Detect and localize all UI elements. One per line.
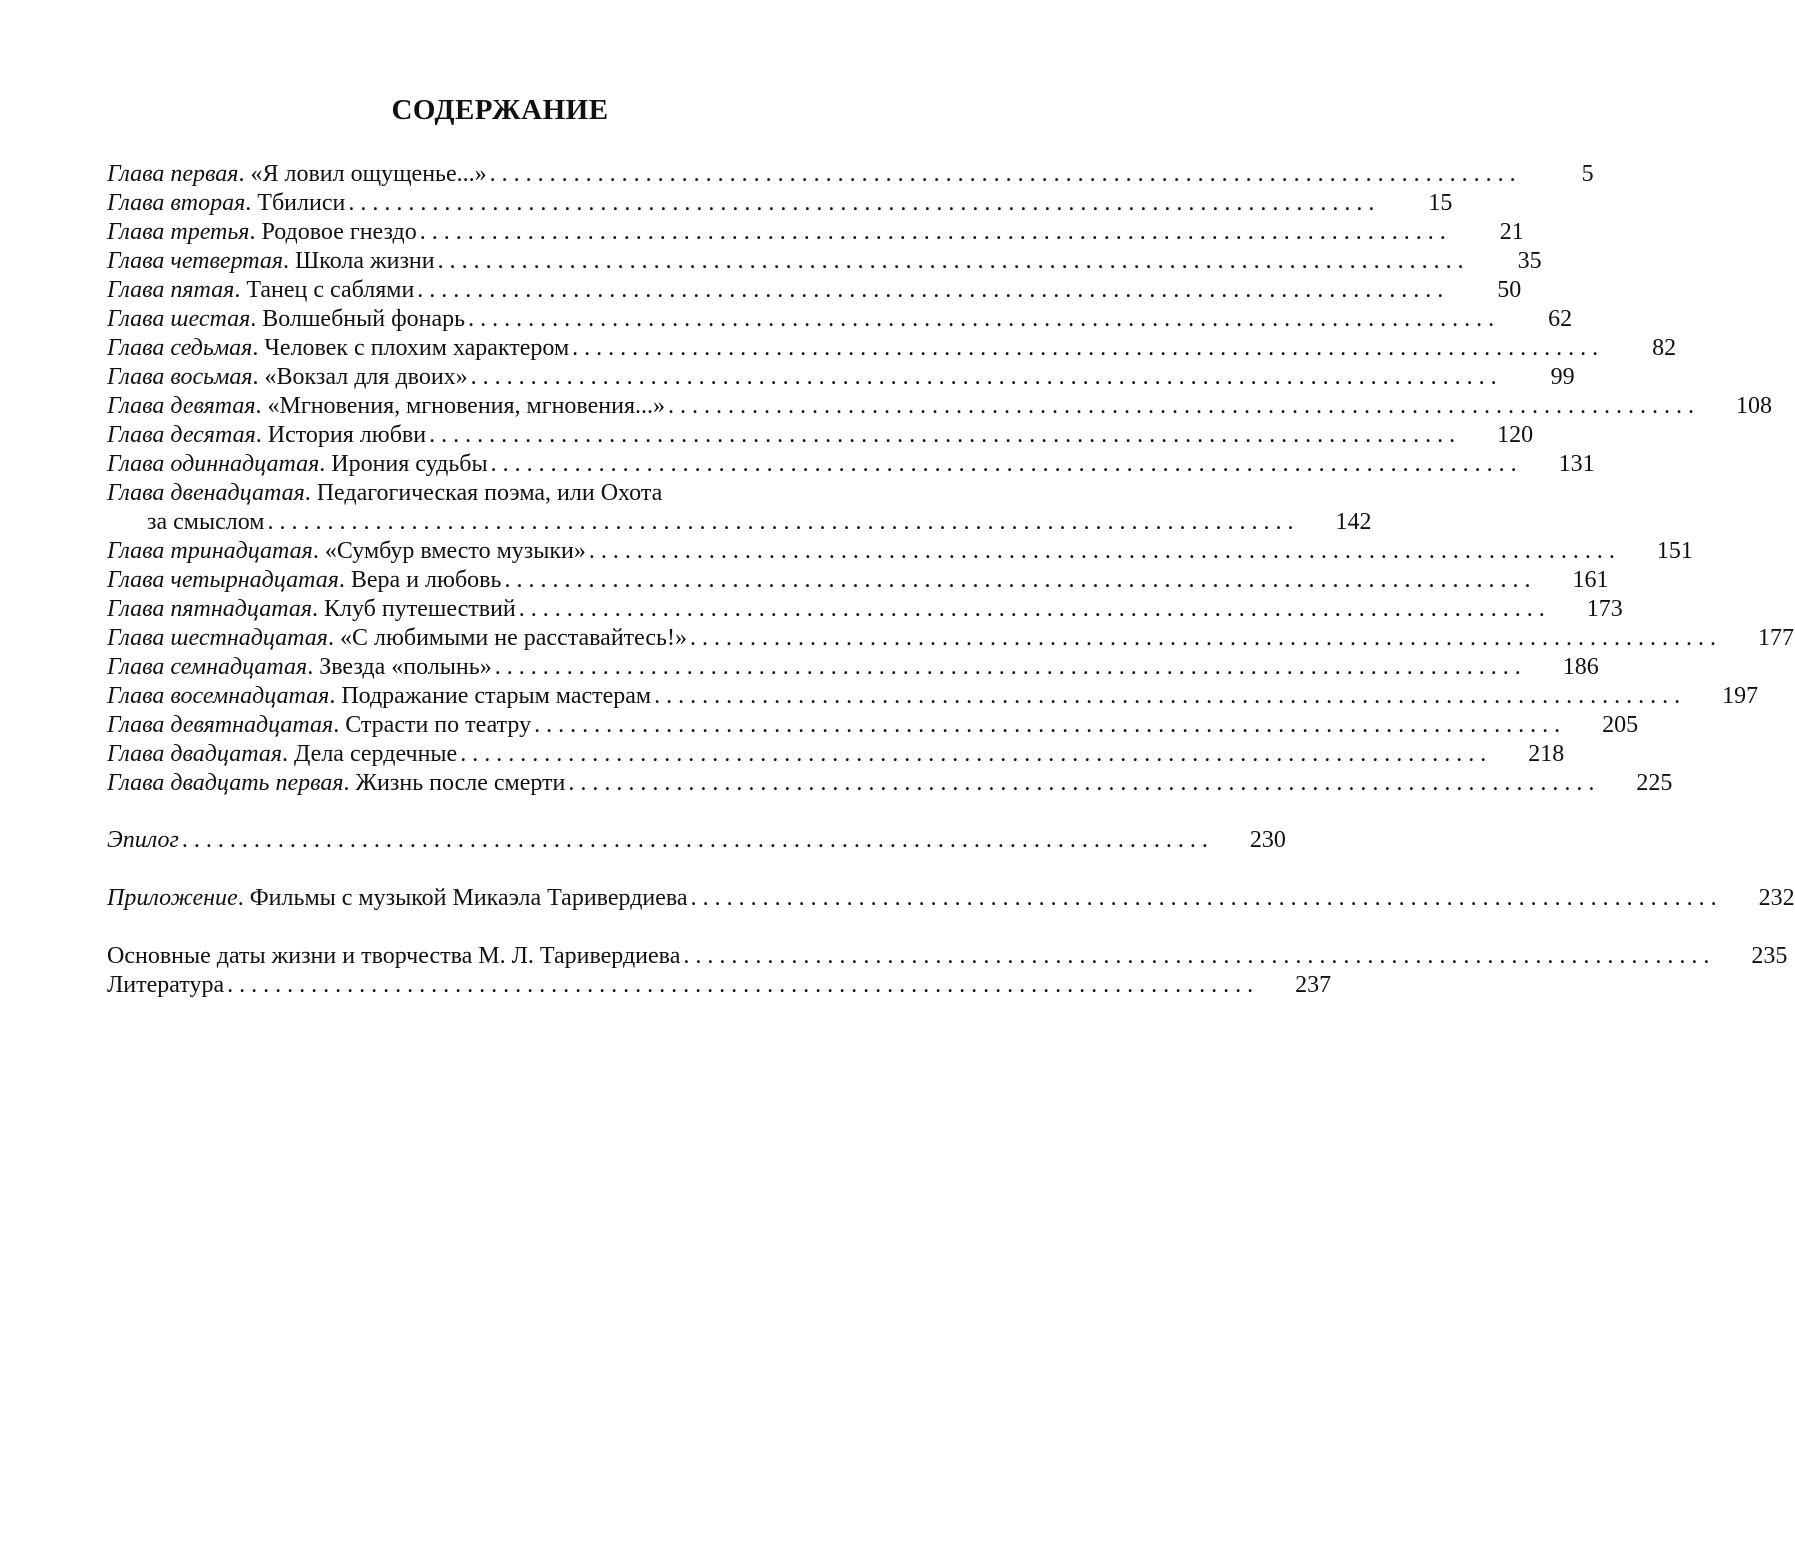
- appendix-label: Приложение: [107, 885, 238, 911]
- toc-entry[interactable]: Глава восьмая. «Вокзал для двоих» . . . 99: [107, 363, 878, 392]
- page-number: 15: [1428, 190, 1453, 216]
- chapter-label: Глава шестнадцатая: [107, 625, 328, 651]
- toc-entry[interactable]: Глава девятая. «Мгновения, мгновения, мгновения...» . . . 108: [107, 392, 878, 421]
- page-number: 82: [1652, 335, 1677, 361]
- dot-leader: [227, 971, 1253, 1000]
- toc-entry[interactable]: Глава семнадцатая. Звезда «полынь» . . . 186: [107, 653, 878, 682]
- chapter-title-line1: Педагогическая поэма, или Охота: [316, 480, 663, 506]
- page-number: 232: [1758, 885, 1795, 911]
- dot-leader: [438, 247, 1464, 276]
- toc-entry[interactable]: Глава десятая. История любви . . . 120: [107, 421, 878, 450]
- chapter-label: Глава одиннадцатая: [107, 451, 320, 477]
- chapter-label: Глава двадцать первая: [107, 770, 344, 796]
- dot-leader: [471, 363, 1497, 392]
- dot-leader: [683, 942, 1709, 971]
- toc-entry[interactable]: Глава двадцать первая. Жизнь после смерти . . . 225: [107, 769, 878, 798]
- page-number: 197: [1722, 683, 1759, 709]
- page-number: 218: [1528, 741, 1565, 767]
- toc-entry[interactable]: Глава девятнадцатая. Страсти по театру . . . 205: [107, 711, 878, 740]
- dot-leader: [490, 160, 1516, 189]
- chapter-title: Ирония судьбы: [331, 451, 488, 477]
- chapter-label: Глава шестая: [107, 306, 251, 332]
- toc-entry[interactable]: Глава четвертая. Школа жизни . . . 35: [107, 247, 878, 276]
- page-number: 108: [1736, 393, 1773, 419]
- page-number: 131: [1558, 451, 1595, 477]
- chapter-label: Глава двенадцатая: [107, 480, 305, 506]
- toc-entry[interactable]: Глава восемнадцатая. Подражание старым мастерам . . . 197: [107, 682, 878, 711]
- page-number: 235: [1751, 943, 1788, 969]
- chapter-title: Жизнь после смерти: [355, 770, 566, 796]
- chapter-label: Глава девятнадцатая: [107, 712, 334, 738]
- dot-leader: [348, 189, 1374, 218]
- chapter-title: Вера и любовь: [350, 567, 502, 593]
- toc-entry[interactable]: Глава двадцатая. Дела сердечные . . . 218: [107, 740, 878, 769]
- page-number: 120: [1497, 422, 1534, 448]
- dot-leader: [267, 508, 1293, 537]
- page-number: 161: [1572, 567, 1609, 593]
- page-number: 5: [1581, 161, 1594, 187]
- dates-title: Основные даты жизни и творчества М. Л. Таривердиева: [107, 943, 681, 969]
- page-title: СОДЕРЖАНИЕ: [391, 94, 609, 126]
- toc-entry[interactable]: Глава шестнадцатая. «С любимыми не расставайтесь!» . . . 177: [107, 624, 878, 653]
- epilogue-label: Эпилог: [107, 827, 179, 853]
- dot-leader: [495, 653, 1521, 682]
- chapter-title: История любви: [267, 422, 427, 448]
- toc-entry[interactable]: Глава пятая. Танец с саблями . . . 50: [107, 276, 878, 305]
- toc-entry[interactable]: Глава четырнадцатая. Вера и любовь . . . 161: [107, 566, 878, 595]
- chapter-title: Тбилиси: [257, 190, 346, 216]
- dot-leader: [491, 450, 1517, 479]
- chapter-label: Глава тринадцатая: [107, 538, 313, 564]
- page-number: 177: [1758, 625, 1794, 651]
- chapter-title: Подражание старым мастерам: [341, 683, 652, 709]
- page-number: 173: [1586, 596, 1623, 622]
- spacer: [107, 855, 878, 884]
- page-number: 225: [1636, 770, 1673, 796]
- chapter-label: Глава двадцатая: [107, 741, 282, 767]
- chapter-title: «Вокзал для двоих»: [264, 364, 468, 390]
- literature-title: Литература: [107, 972, 225, 998]
- page-number: 50: [1497, 277, 1522, 303]
- chapter-label: Глава вторая: [107, 190, 246, 216]
- page-number: 230: [1249, 827, 1286, 853]
- chapter-label: Глава десятая: [107, 422, 256, 448]
- spacer: [107, 798, 878, 826]
- dot-leader: [460, 740, 1486, 769]
- toc-entry-dates[interactable]: [107, 942, 1788, 971]
- page-number: 205: [1602, 712, 1639, 738]
- dot-leader: [691, 884, 1717, 913]
- appendix-title: Фильмы с музыкой Микаэла Таривердиева: [249, 885, 688, 911]
- chapter-label: Глава седьмая: [107, 335, 253, 361]
- dot-leader: [182, 826, 1208, 855]
- dot-leader: [534, 711, 1560, 740]
- dot-leader: [519, 595, 1545, 624]
- table-of-contents: [107, 160, 1795, 1000]
- dot-leader: [417, 276, 1443, 305]
- chapter-title-line2: за смыслом: [147, 509, 265, 535]
- toc-entry[interactable]: Глава тринадцатая. «Сумбур вместо музыки» . . . 151: [107, 537, 878, 566]
- dot-leader: [654, 682, 1680, 711]
- dot-leader: [668, 392, 1694, 421]
- chapter-label: Глава девятая: [107, 393, 256, 419]
- chapter-label: Глава восьмая: [107, 364, 253, 390]
- spacer: [107, 913, 878, 942]
- page-number: 99: [1550, 364, 1575, 390]
- dot-leader: [420, 218, 1446, 247]
- chapter-title: «С любимыми не расставайтесь!»: [339, 625, 687, 651]
- page-number: 237: [1295, 972, 1332, 998]
- toc-entry[interactable]: Глава седьмая. Человек с плохим характером . . . 82: [107, 334, 878, 363]
- toc-entry-multiline[interactable]: Глава двенадцатая. Педагогическая поэма, или Охота за смыслом . . . 142: [107, 479, 878, 537]
- chapter-label: Глава пятнадцатая: [107, 596, 312, 622]
- dot-leader: [504, 566, 1530, 595]
- toc-entry[interactable]: Глава одиннадцатая. Ирония судьбы . . . 131: [107, 450, 878, 479]
- page-number: 21: [1499, 219, 1524, 245]
- chapter-label: Глава третья: [107, 219, 250, 245]
- chapter-label: Глава четвертая: [107, 248, 284, 274]
- chapter-title: Страсти по театру: [345, 712, 532, 738]
- chapter-title: Волшебный фонарь: [262, 306, 466, 332]
- dot-leader: [568, 769, 1594, 798]
- toc-entry[interactable]: Глава вторая. Тбилиси . . . 15: [107, 189, 878, 218]
- toc-entry[interactable]: Глава первая. «Я ловил ощущенье...» . . . 5: [107, 160, 878, 189]
- toc-entry[interactable]: Глава пятнадцатая. Клуб путешествий . . . 173: [107, 595, 878, 624]
- chapter-title: «Я ловил ощущенье...»: [250, 161, 487, 187]
- chapter-label: Глава четырнадцатая: [107, 567, 339, 593]
- page-number: 151: [1656, 538, 1693, 564]
- chapter-title: Школа жизни: [295, 248, 435, 274]
- chapter-title: Клуб путешествий: [324, 596, 516, 622]
- chapter-title: «Мгновения, мгновения, мгновения...»: [267, 393, 666, 419]
- toc-entry-literature[interactable]: [107, 971, 1332, 1000]
- page-number: 35: [1517, 248, 1542, 274]
- chapter-label: Глава восемнадцатая: [107, 683, 330, 709]
- dot-leader: [690, 624, 1716, 653]
- chapter-title: Звезда «полынь»: [319, 654, 492, 680]
- chapter-label: Глава первая: [107, 161, 239, 187]
- chapter-title: Родовое гнездо: [261, 219, 417, 245]
- chapter-label: Глава пятая: [107, 277, 235, 303]
- chapter-label: Глава семнадцатая: [107, 654, 308, 680]
- dot-leader: [589, 537, 1615, 566]
- toc-entry-epilogue[interactable]: [107, 826, 1286, 855]
- dot-leader: [572, 334, 1598, 363]
- toc-entry[interactable]: Глава шестая. Волшебный фонарь . . . 62: [107, 305, 878, 334]
- page-number: 186: [1562, 654, 1599, 680]
- chapter-title: Танец с саблями: [246, 277, 415, 303]
- toc-entry[interactable]: Глава третья. Родовое гнездо . . . 21: [107, 218, 878, 247]
- chapter-title: «Сумбур вместо музыки»: [324, 538, 586, 564]
- chapter-title: Дела сердечные: [294, 741, 458, 767]
- page-number: 62: [1548, 306, 1573, 332]
- chapter-title: Человек с плохим характером: [264, 335, 570, 361]
- page-number: 142: [1335, 509, 1372, 535]
- dot-leader: [468, 305, 1494, 334]
- toc-entry-appendix[interactable]: Приложение. Фильмы с музыкой Микаэла Таривердиева . . . 232: [107, 884, 878, 913]
- dot-leader: [429, 421, 1455, 450]
